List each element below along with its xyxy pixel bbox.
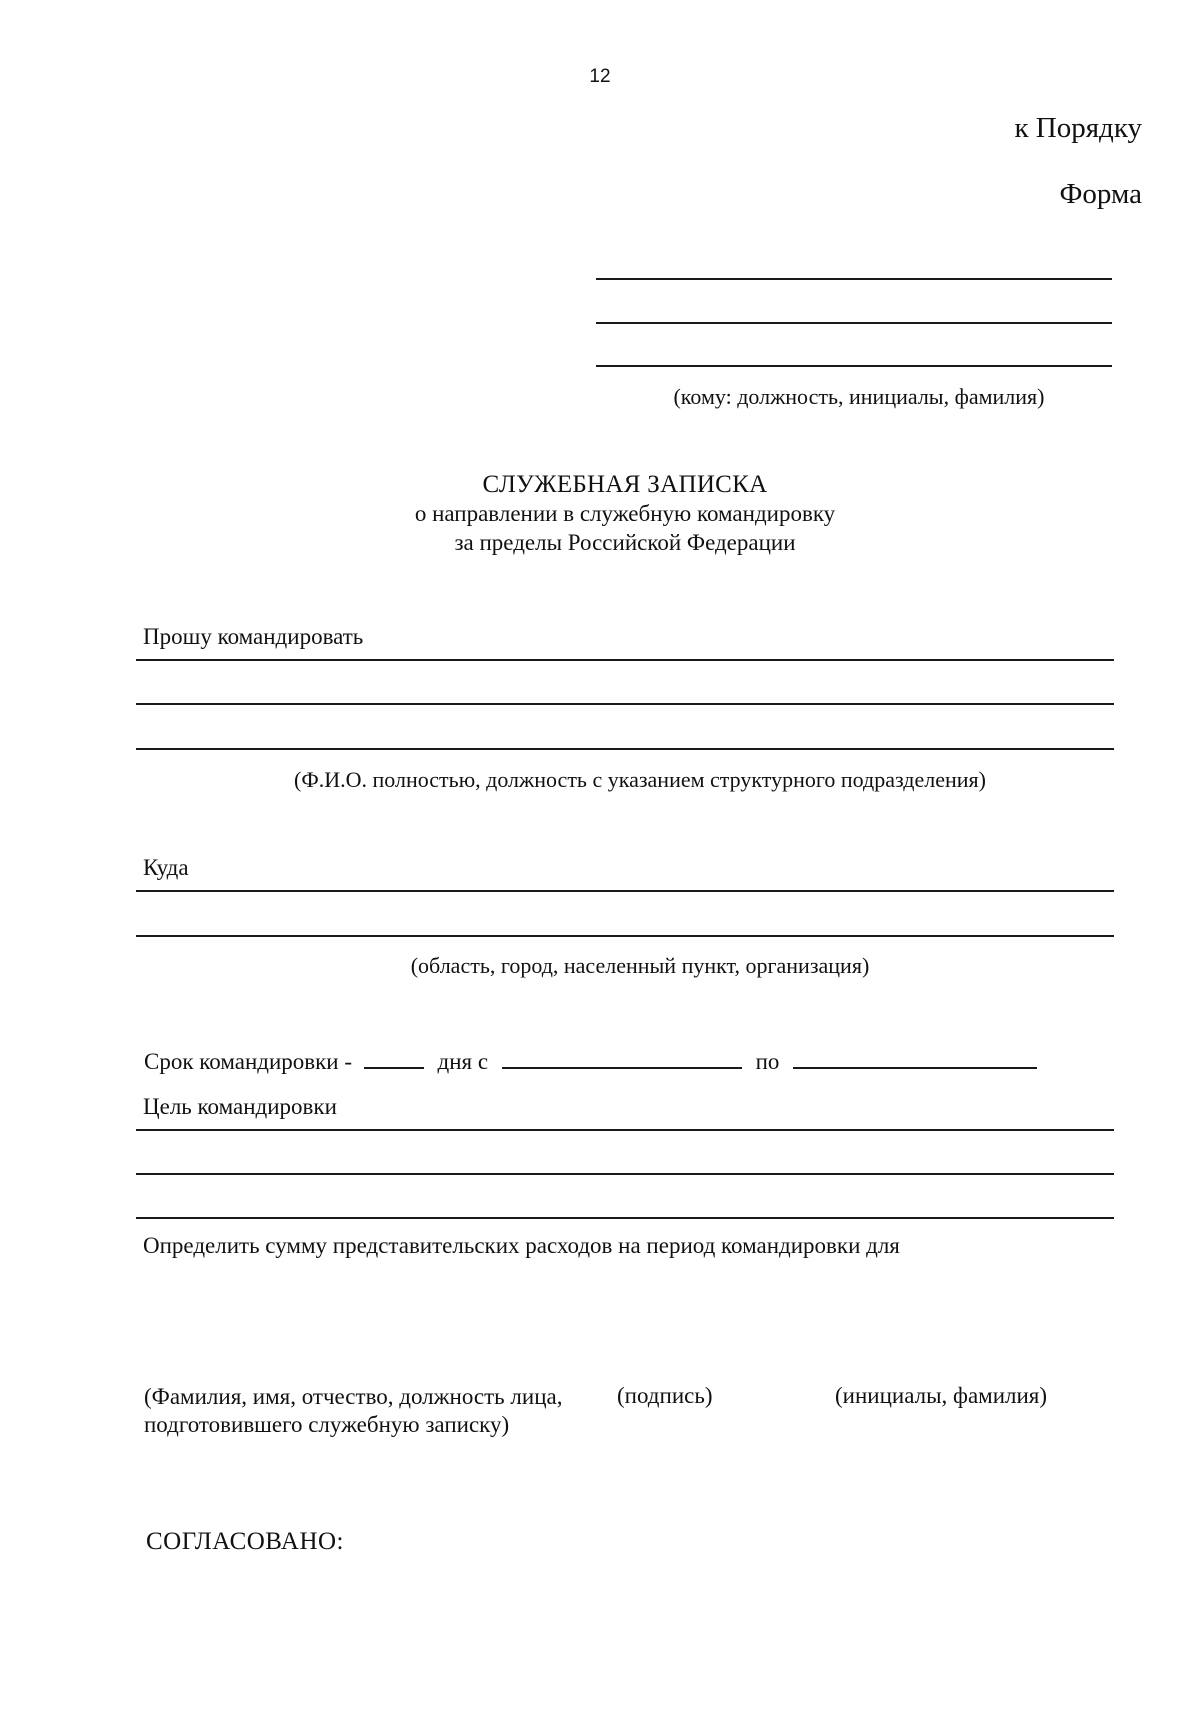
period-start-date-field[interactable]: [502, 1045, 742, 1069]
appendix-reference: к Порядку: [1014, 112, 1142, 144]
employee-line-1[interactable]: [136, 659, 1114, 661]
page-number: 12: [589, 66, 611, 87]
employee-hint: (Ф.И.О. полностью, должность с указанием структурного подразделения): [294, 767, 986, 792]
form-label: Форма: [1059, 178, 1142, 210]
expenses-text: Определить сумму представительских расходов на период командировки для: [143, 1233, 900, 1258]
purpose-line-2[interactable]: [136, 1173, 1114, 1175]
purpose-label: Цель командировки: [143, 1094, 337, 1119]
purpose-line-3[interactable]: [136, 1217, 1114, 1219]
addressee-line-1[interactable]: [596, 278, 1112, 280]
approval-label: СОГЛАСОВАНО:: [146, 1528, 345, 1555]
period-label: Срок командировки -: [144, 1049, 353, 1074]
period-to-label: по: [755, 1049, 780, 1074]
title-main: СЛУЖЕБНАЯ ЗАПИСКА: [482, 471, 768, 498]
destination-hint: (область, город, населенный пункт, организация): [410, 953, 870, 978]
addressee-hint: (кому: должность, инициалы, фамилия): [673, 384, 1045, 409]
employee-line-2[interactable]: [136, 703, 1114, 705]
period-days-field[interactable]: [364, 1045, 424, 1069]
employee-line-3[interactable]: [136, 748, 1114, 750]
purpose-line-1[interactable]: [136, 1129, 1114, 1131]
title-subtitle-line-2: за пределы Российской Федерации: [454, 530, 796, 555]
employee-label: Прошу командировать: [143, 624, 364, 649]
initials-hint: (инициалы, фамилия): [835, 1383, 1048, 1408]
addressee-line-3[interactable]: [596, 365, 1112, 367]
addressee-line-2[interactable]: [596, 322, 1112, 324]
destination-line-1[interactable]: [136, 890, 1114, 892]
signature-hint: (подпись): [617, 1383, 713, 1408]
document-title: [350, 470, 900, 557]
destination-line-2[interactable]: [136, 935, 1114, 937]
period-end-date-field[interactable]: [793, 1045, 1037, 1069]
title-subtitle-line-1: о направлении в служебную командировку: [414, 501, 836, 526]
period-row: [144, 1045, 1037, 1075]
period-days-label: дня с: [437, 1049, 489, 1074]
preparer-hint: (Фамилия, имя, отчество, должность лица, подготовившего служебную записку): [144, 1384, 563, 1437]
destination-label: Куда: [143, 855, 189, 880]
